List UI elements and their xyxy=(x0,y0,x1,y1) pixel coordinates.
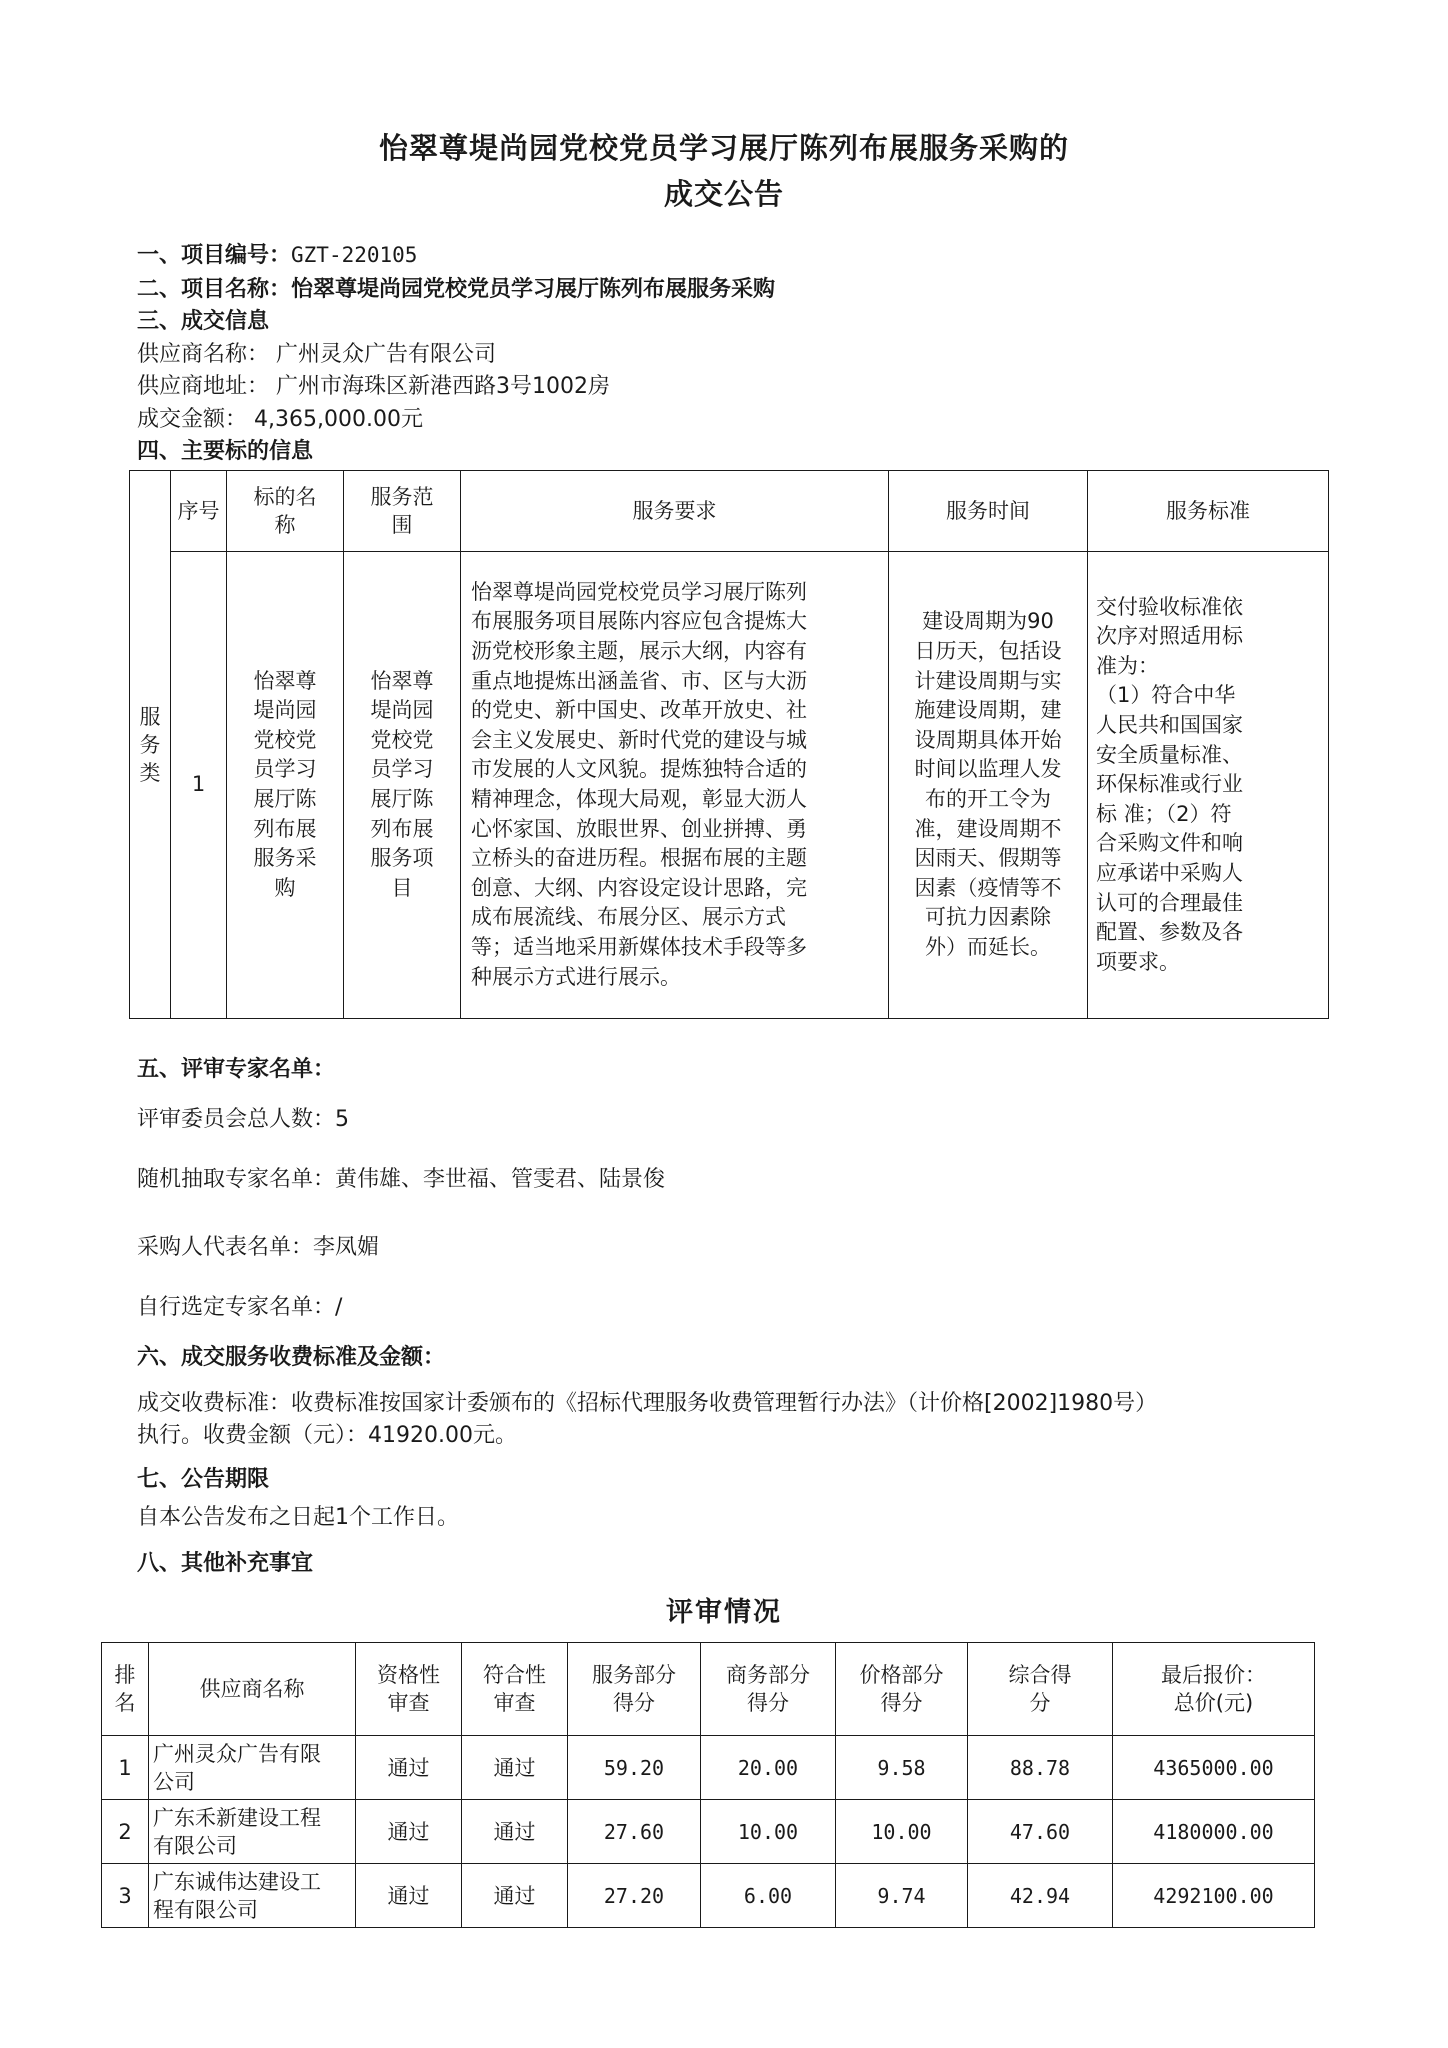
supplier-cell: 广东诚伟达建设工 程有限公司 xyxy=(149,1864,356,1928)
evaluation-table xyxy=(101,1642,1315,1928)
header-compliance: 符合性 审查 xyxy=(462,1643,568,1736)
total-score-cell: 88.78 xyxy=(968,1736,1113,1800)
evaluation-header-row xyxy=(102,1643,1315,1736)
project-name-line xyxy=(137,272,775,303)
service-score-cell: 27.60 xyxy=(568,1800,701,1864)
qualification-cell: 通过 xyxy=(356,1864,462,1928)
project-name-value: 怡翠尊堤尚园党校党员学习展厅陈列布展服务采购 xyxy=(291,277,776,302)
notice-period-text: 自本公告发布之日起1个工作日。 xyxy=(137,1505,459,1530)
compliance-cell: 通过 xyxy=(462,1736,568,1800)
price-score-cell: 10.00 xyxy=(836,1800,968,1864)
header-business-score: 商务部分 得分 xyxy=(701,1643,836,1736)
experts-heading: 五、评审专家名单： xyxy=(137,1057,336,1082)
final-price-cell: 4292100.00 xyxy=(1113,1864,1315,1928)
self-selected-experts: 自行选定专家名单：/ xyxy=(137,1295,343,1320)
random-experts: 随机抽取专家名单：黄伟雄、李世福、管雯君、陆景俊 xyxy=(137,1167,666,1192)
header-requirement: 服务要求 xyxy=(461,471,889,552)
purchaser-representative: 采购人代表名单：李凤媚 xyxy=(137,1235,380,1260)
main-subject-table xyxy=(129,470,1329,1019)
notice-period-heading: 七、公告期限 xyxy=(137,1467,270,1492)
service-score-cell: 59.20 xyxy=(568,1736,701,1800)
standard-cell: 交付验收标准依 次序对照适用标 准为： （1）符合中华 人民共和国国家 安全质量标准、 环保标准或行业 标 准；（2）符 合采购文件和响 应承诺中采购人 认可的合理最佳 配置、参数及各 项要求。 xyxy=(1088,552,1329,1019)
price-score-cell: 9.74 xyxy=(836,1864,968,1928)
total-score-cell: 42.94 xyxy=(968,1864,1113,1928)
business-score-cell: 10.00 xyxy=(701,1800,836,1864)
committee-total: 评审委员会总人数：5 xyxy=(137,1107,349,1132)
fee-standard-line2: 执行。收费金额（元）：41920.00元。 xyxy=(137,1423,517,1448)
total-score-cell: 47.60 xyxy=(968,1800,1113,1864)
service-score-cell: 27.20 xyxy=(568,1864,701,1928)
header-rank: 排 名 xyxy=(102,1643,149,1736)
page-title: 怡翠尊堤尚园党校党员学习展厅陈列布展服务采购的 xyxy=(378,131,1069,165)
seq-cell: 1 xyxy=(171,552,227,1019)
header-total-score: 综合得 分 xyxy=(968,1643,1113,1736)
header-service-score: 服务部分 得分 xyxy=(568,1643,701,1736)
qualification-cell: 通过 xyxy=(356,1800,462,1864)
scope-cell: 怡翠尊 堤尚园 党校党 员学习 展厅陈 列布展 服务项 目 xyxy=(344,552,461,1019)
table-row xyxy=(102,1736,1315,1800)
final-price-cell: 4365000.00 xyxy=(1113,1736,1315,1800)
header-final-price: 最后报价： 总价(元) xyxy=(1113,1643,1315,1736)
main-subject-heading: 四、主要标的信息 xyxy=(137,439,314,464)
supplier-name: 供应商名称： 广州灵众广告有限公司 xyxy=(137,342,496,367)
rank-cell: 1 xyxy=(102,1736,149,1800)
project-number-value: GZT-220105 xyxy=(291,243,418,267)
supplier-address: 供应商地址： 广州市海珠区新港西路3号1002房 xyxy=(137,374,610,399)
fee-standard-line1: 成交收费标准：收费标准按国家计委颁布的《招标代理服务收费管理暂行办法》（计价格[2002]1980号） xyxy=(137,1391,1158,1416)
requirement-cell: 怡翠尊堤尚园党校党员学习展厅陈列 布展服务项目展陈内容应包含提炼大 沥党校形象主题，展示大纲，内容有 重点地提炼出涵盖省、市、区与大沥 的党史、新中国史、改革开放史、社 会主义发展史、新时代党的建设与城 市发展的人文风貌。提炼独特合适的 精神理念，体现大局观，彰显大沥人 心怀家国、放眼世界、创业拼搏、勇 立桥头的奋进历程。根据布展的主题 创意、大纲、内容设定设计思路，完 成布展流线、布展分区、展示方式 等；适当地采用新媒体技术手段等多 种展示方式进行展示。 xyxy=(461,552,889,1019)
header-qualification: 资格性 审查 xyxy=(356,1643,462,1736)
price-score-cell: 9.58 xyxy=(836,1736,968,1800)
final-price-cell: 4180000.00 xyxy=(1113,1800,1315,1864)
header-scope: 服务范 围 xyxy=(344,471,461,552)
category-cell: 服 务 类 xyxy=(130,471,171,1019)
supplier-cell: 广东禾新建设工程 有限公司 xyxy=(149,1800,356,1864)
subject-cell: 怡翠尊 堤尚园 党校党 员学习 展厅陈 列布展 服务采 购 xyxy=(227,552,344,1019)
page-subtitle: 成交公告 xyxy=(663,177,784,211)
supplier-cell: 广州灵众广告有限 公司 xyxy=(149,1736,356,1800)
compliance-cell: 通过 xyxy=(462,1864,568,1928)
header-supplier: 供应商名称 xyxy=(149,1643,356,1736)
header-subject: 标的名 称 xyxy=(227,471,344,552)
table-row xyxy=(130,552,1329,1019)
evaluation-title: 评审情况 xyxy=(666,1597,782,1628)
other-matters-heading: 八、其他补充事宜 xyxy=(137,1551,314,1576)
business-score-cell: 20.00 xyxy=(701,1736,836,1800)
table-row xyxy=(102,1864,1315,1928)
table-header-row xyxy=(130,471,1329,552)
header-time: 服务时间 xyxy=(889,471,1088,552)
table-row xyxy=(102,1800,1315,1864)
header-price-score: 价格部分 得分 xyxy=(836,1643,968,1736)
compliance-cell: 通过 xyxy=(462,1800,568,1864)
deal-amount: 成交金额： 4,365,000.00元 xyxy=(137,407,423,432)
fee-heading: 六、成交服务收费标准及金额： xyxy=(137,1345,446,1370)
business-score-cell: 6.00 xyxy=(701,1864,836,1928)
project-number-label: 一、项目编号： xyxy=(137,243,292,268)
header-standard: 服务标准 xyxy=(1088,471,1329,552)
header-seq: 序号 xyxy=(171,471,227,552)
rank-cell: 2 xyxy=(102,1800,149,1864)
qualification-cell: 通过 xyxy=(356,1736,462,1800)
time-cell: 建设周期为90 日历天，包括设 计建设周期与实 施建设周期，建 设周期具体开始 时间以监理人发 布的开工令为 准，建设周期不 因雨天、假期等 因素（疫情等不 可抗力因素除 外）而延长。 xyxy=(889,552,1088,1019)
deal-info-heading: 三、成交信息 xyxy=(137,309,270,334)
rank-cell: 3 xyxy=(102,1864,149,1928)
project-name-label: 二、项目名称： xyxy=(137,277,292,302)
project-number-line xyxy=(137,238,417,269)
